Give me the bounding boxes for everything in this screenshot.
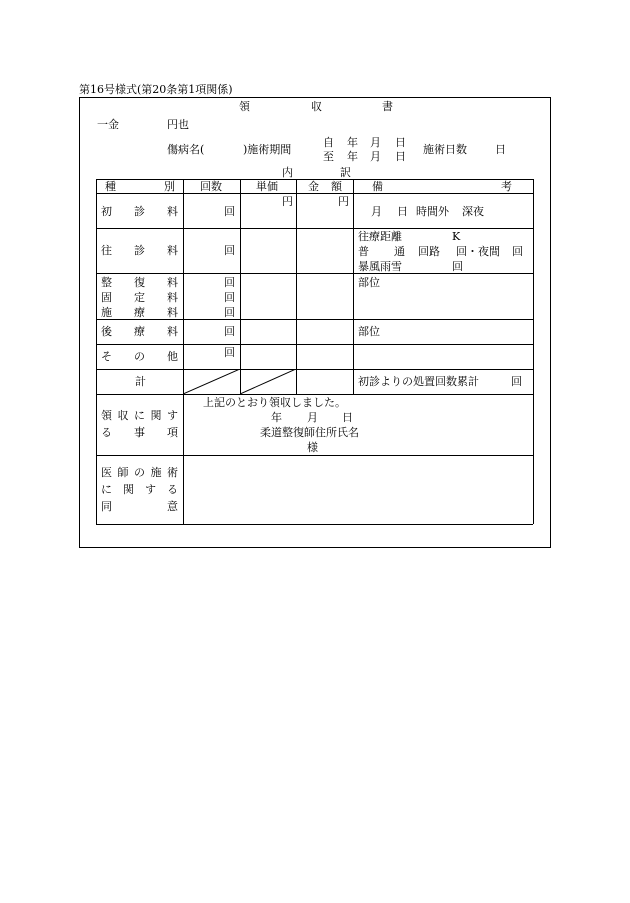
receipt-date-year: 年 <box>271 411 282 424</box>
breakdown-char-1: 内 <box>282 166 293 179</box>
amount-prefix: 一金 <box>97 118 119 131</box>
period-to-marker: 至 <box>323 150 334 163</box>
row-aftercare-part-label: 部位 <box>358 325 380 338</box>
practitioner-label: 柔道整復師住所氏名 <box>260 426 359 439</box>
house-call-storm-label: 暴風雨雪 <box>358 260 402 273</box>
row-total-cumulative-unit: 回 <box>511 375 522 388</box>
row-fixation-label: 固 定 料 <box>101 291 178 304</box>
row-initial-amount-yen: 円 <box>338 195 349 208</box>
treatment-period-label: )施術期間 <box>243 143 292 156</box>
form-number: 第16号様式(第20条第1項関係) <box>79 83 233 96</box>
row-reduction-label: 整 復 料 <box>101 276 178 289</box>
row-initial-note-month: 月 <box>371 205 382 218</box>
doctor-label-line2: に 関 す る <box>101 483 178 496</box>
period-from-month: 月 <box>370 136 381 149</box>
amount-suffix: 円也 <box>167 118 189 131</box>
row-total-cumulative-label: 初診よりの処置回数累計 <box>358 375 479 388</box>
row-house-call-label: 往 診 料 <box>101 244 178 257</box>
period-from <box>323 136 406 149</box>
row-treatment-count-unit: 回 <box>224 306 235 319</box>
period-to-month: 月 <box>370 150 381 163</box>
row-other-count-unit: 回 <box>224 346 235 359</box>
receipt-date-month: 月 <box>307 411 318 424</box>
receipt-label-line1: 領 収 に 関 す <box>101 409 178 422</box>
row-initial-label: 初 診 料 <box>101 205 178 218</box>
house-call-night-unit: 回 <box>512 245 523 258</box>
doctor-label-line3: 同 意 <box>101 500 178 513</box>
house-call-storm-unit: 回 <box>452 260 463 273</box>
receipt-honorific: 様 <box>307 441 318 454</box>
receipt-date-day: 日 <box>342 411 353 424</box>
total-price-diagonal <box>240 369 296 394</box>
row-initial-price-yen: 円 <box>282 195 293 208</box>
receipt-form <box>79 97 551 548</box>
period-from-year: 年 <box>347 136 358 149</box>
receipt-label-line2: る 事 項 <box>101 426 178 439</box>
house-call-normal-label: 普 通 <box>358 245 405 258</box>
column-type: 種 別 <box>105 180 175 193</box>
row-initial-note-late-night: 深夜 <box>462 205 484 218</box>
period-to-day: 日 <box>395 150 406 163</box>
row-aftercare-count-unit: 回 <box>224 325 235 338</box>
row-reduction-count-unit: 回 <box>224 276 235 289</box>
row-treatment-label: 施 療 料 <box>101 306 178 319</box>
treatment-days-unit: 日 <box>495 143 506 156</box>
row-initial-note-after-hours: 時間外 <box>416 205 449 218</box>
house-call-night-label: 回・夜間 <box>456 245 500 258</box>
row-fixation-count-unit: 回 <box>224 291 235 304</box>
period-to-year: 年 <box>347 150 358 163</box>
column-unit-price: 単価 <box>256 180 278 193</box>
house-call-distance-unit: K <box>452 230 461 243</box>
title-char-2: 収 <box>311 100 322 113</box>
receipt-statement: 上記のとおり領収しました。 <box>203 396 346 409</box>
house-call-distance-label: 往療距離 <box>358 230 402 243</box>
row-house-call-count-unit: 回 <box>224 244 235 257</box>
period-to <box>323 150 406 163</box>
row-reduction-part-label: 部位 <box>358 276 380 289</box>
row-total-label: 計 <box>135 375 146 388</box>
total-count-diagonal <box>183 369 240 394</box>
row-initial-note-day: 日 <box>397 205 408 218</box>
doctor-label-line1: 医 師 の 施 術 <box>101 466 178 479</box>
row-other-label: そ の 他 <box>101 350 178 363</box>
house-call-road-label: 回路 <box>418 245 440 258</box>
column-amount: 金 額 <box>308 180 342 193</box>
row-aftercare-label: 後 療 料 <box>101 325 178 338</box>
treatment-days-label: 施術日数 <box>423 143 467 156</box>
period-from-marker: 自 <box>323 136 334 149</box>
column-remarks: 備 考 <box>372 180 512 193</box>
row-initial-count-unit: 回 <box>224 205 235 218</box>
column-count: 回数 <box>200 180 222 193</box>
breakdown-char-2: 訳 <box>340 166 351 179</box>
title-char-1: 領 <box>239 100 250 113</box>
period-from-day: 日 <box>395 136 406 149</box>
title-char-3: 書 <box>382 100 393 113</box>
disease-label: 傷病名( <box>167 143 205 156</box>
